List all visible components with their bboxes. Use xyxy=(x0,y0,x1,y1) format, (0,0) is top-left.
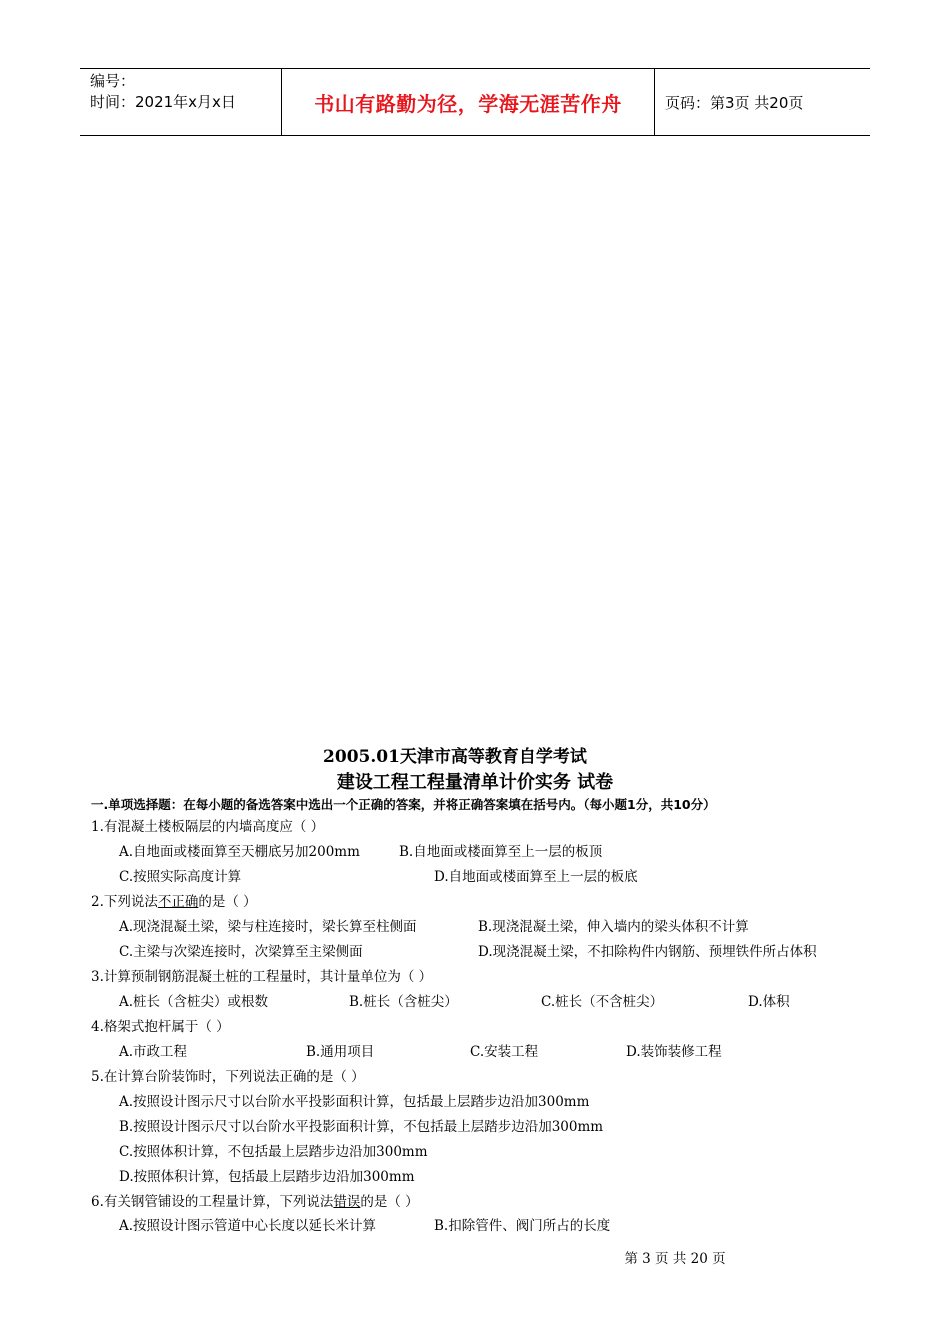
exam-subtitle: 建设工程工程量清单计价实务 试卷 xyxy=(336,772,614,793)
question-3-option-a: A.桩长（含桩尖）或根数 xyxy=(119,994,269,1010)
question-1-option-d: D.自地面或楼面算至上一层的板底 xyxy=(434,869,638,885)
question-6-stem xyxy=(91,1193,419,1211)
question-5-stem: 5.在计算台阶装饰时，下列说法正确的是（ ） xyxy=(91,1069,365,1085)
exam-title: 2005.01天津市高等教育自学考试 xyxy=(323,747,587,767)
question-2-stem xyxy=(91,893,257,911)
question-2-stem-post: 的是（ ） xyxy=(198,894,257,910)
section-heading: 一.单项选择题：在每小题的备选答案中选出一个正确的答案，并将正确答案填在括号内。（每小题1分，共10分） xyxy=(91,797,716,812)
question-5-option-d: D.按照体积计算，包括最上层踏步边沿加300mm xyxy=(119,1169,415,1185)
time-label: 时间：2021年x月x日 xyxy=(90,93,236,111)
question-5-option-a: A.按照设计图示尺寸以台阶水平投影面积计算，包括最上层踏步边沿加300mm xyxy=(119,1094,590,1110)
question-1-option-c: C.按照实际高度计算 xyxy=(119,869,242,885)
question-4-option-c: C.安装工程 xyxy=(470,1044,539,1060)
question-5-option-b: B.按照设计图示尺寸以台阶水平投影面积计算，不包括最上层踏步边沿加300mm xyxy=(119,1119,604,1135)
header-motto: 书山有路勤为径，学海无涯苦作舟 xyxy=(282,69,655,135)
question-4-option-a: A.市政工程 xyxy=(119,1044,188,1060)
question-5-option-c: C.按照体积计算，不包括最上层踏步边沿加300mm xyxy=(119,1144,428,1160)
question-6-stem-pre: 6.有关钢管铺设的工程量计算，下列说法 xyxy=(91,1194,334,1210)
question-2-option-a: A.现浇混凝土梁，梁与柱连接时，梁长算至柱侧面 xyxy=(119,919,417,935)
question-4-option-d: D.装饰装修工程 xyxy=(626,1044,722,1060)
question-1-option-a: A.自地面或楼面算至天棚底另加200mm xyxy=(119,844,360,860)
header-meta xyxy=(80,69,282,135)
number-label: 编号： xyxy=(90,72,136,90)
question-3-stem: 3.计算预制钢筋混凝土桩的工程量时，其计量单位为（ ） xyxy=(91,969,433,985)
question-6-stem-underline: 错误 xyxy=(333,1194,361,1210)
question-2-stem-pre: 2.下列说法 xyxy=(91,894,158,910)
header-page-info: 页码：第3页 共20页 xyxy=(665,93,804,112)
question-4-stem: 4.格架式抱杆属于（ ） xyxy=(91,1019,230,1035)
question-2-option-d: D.现浇混凝土梁，不扣除构件内钢筋、预埋铁件所占体积 xyxy=(478,944,817,960)
question-6-stem-post: 的是（ ） xyxy=(360,1194,419,1210)
question-3-option-d: D.体积 xyxy=(748,994,790,1010)
page-footer: 第 3 页 共 20 页 xyxy=(624,1251,726,1267)
question-2-option-b: B.现浇混凝土梁，伸入墙内的梁头体积不计算 xyxy=(478,919,749,935)
question-4-option-b: B.通用项目 xyxy=(306,1044,375,1060)
question-2-stem-underline: 不正确 xyxy=(157,894,199,910)
question-6-option-a: A.按照设计图示管道中心长度以延长米计算 xyxy=(119,1218,377,1234)
question-1-option-b: B.自地面或楼面算至上一层的板顶 xyxy=(399,844,603,860)
question-2-option-c: C.主梁与次梁连接时，次梁算至主梁侧面 xyxy=(119,944,363,960)
question-3-option-c: C.桩长（不含桩尖） xyxy=(541,994,664,1010)
question-6-option-b: B.扣除管件、阀门所占的长度 xyxy=(434,1218,611,1234)
page-header xyxy=(80,68,870,136)
question-3-option-b: B.桩长（含桩尖） xyxy=(349,994,458,1010)
question-1-stem: 1.有混凝土楼板隔层的内墙高度应（ ） xyxy=(91,819,325,835)
